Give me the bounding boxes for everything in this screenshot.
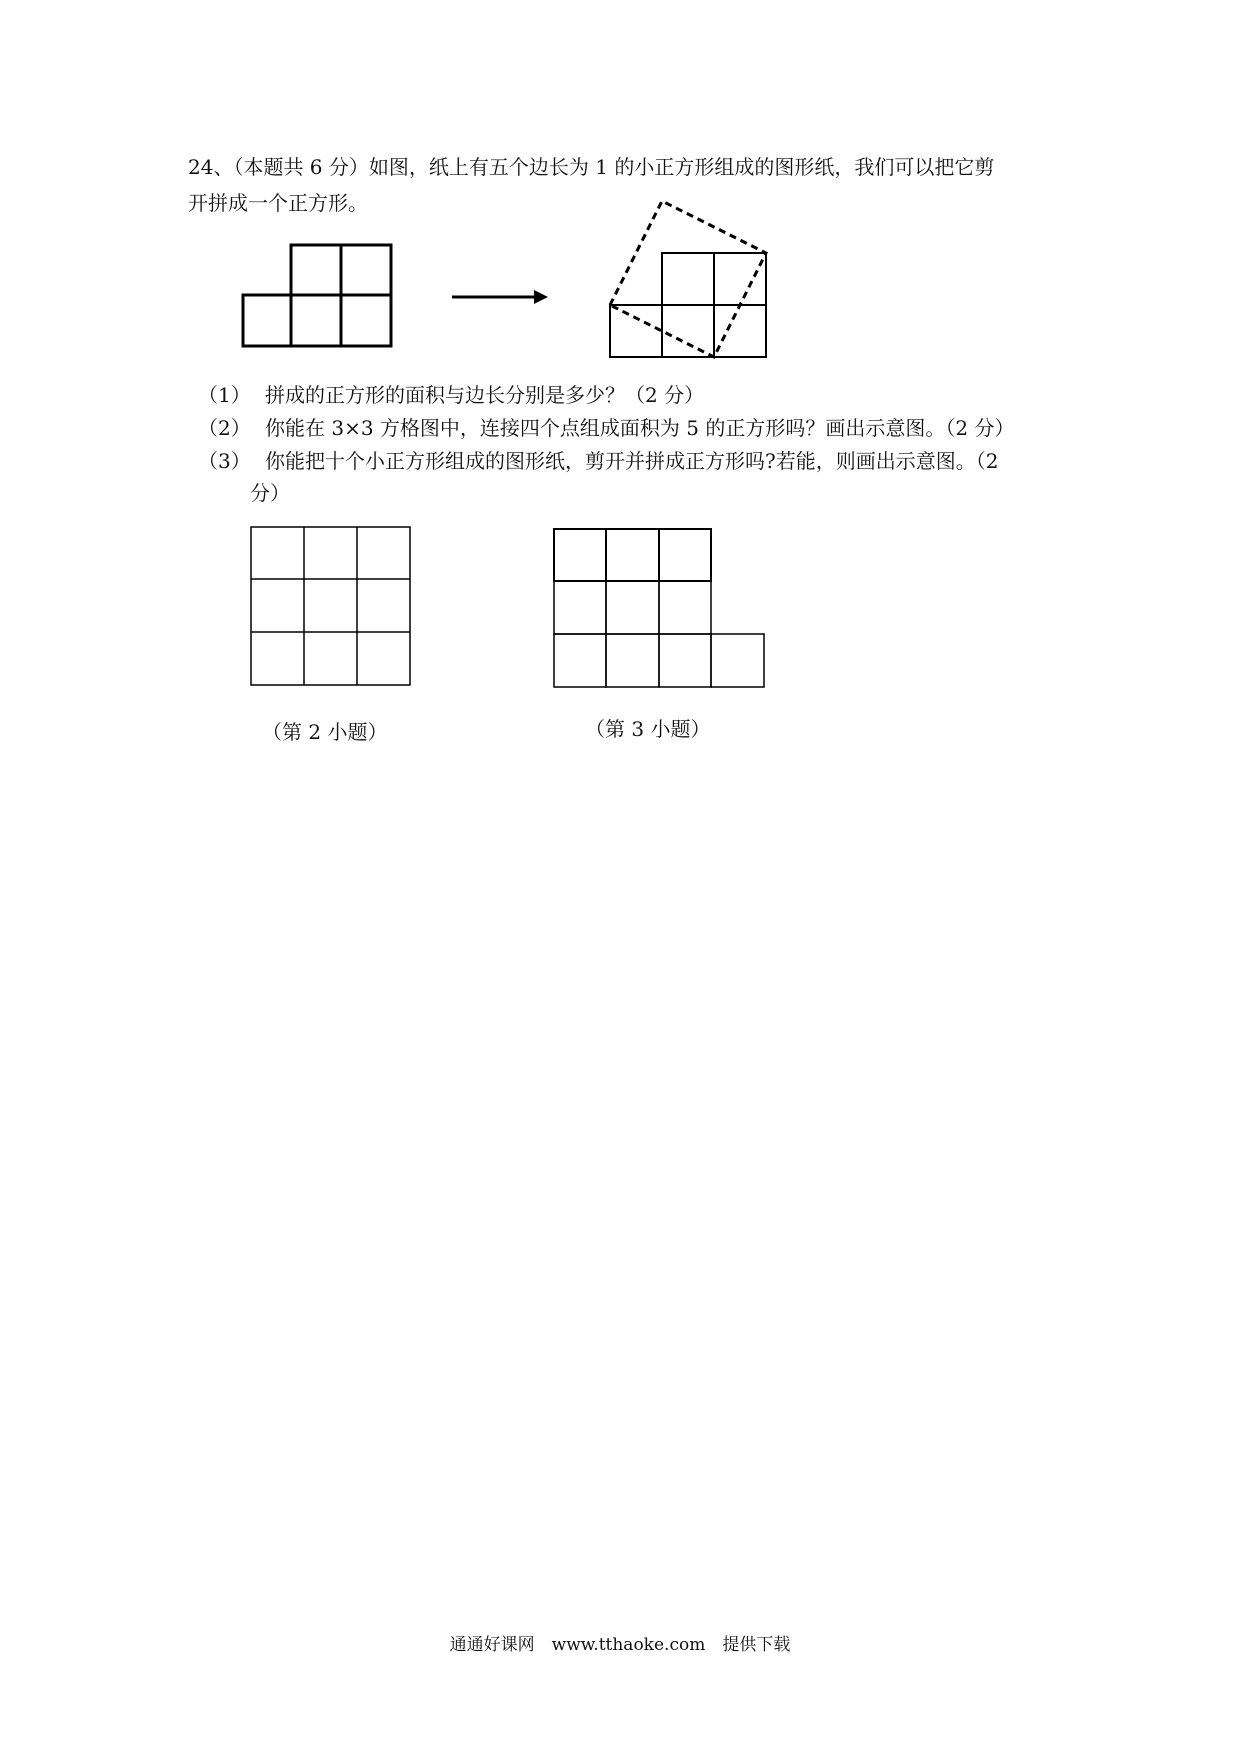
item-1-text: 拼成的正方形的面积与边长分别是多少？（2 分） (265, 383, 705, 407)
question-intro-line2: 开拼成一个正方形。 (188, 191, 368, 215)
item-3-number: （3） (198, 449, 251, 473)
ten-square-figure (553, 528, 767, 690)
question-intro-line1: 24、（本题共 6 分）如图，纸上有五个边长为 1 的小正方形组成的图形纸，我们可以把它剪 (188, 155, 995, 179)
caption-figure-3: （第 3 小题） (585, 717, 711, 741)
caption-figure-2: （第 2 小题） (262, 720, 388, 744)
right-arrow-icon (450, 287, 550, 307)
rotated-square-figure (600, 196, 775, 362)
five-square-figure (240, 242, 400, 350)
footer-source: 通通好课网 www.tthaoke.com 提供下载 (449, 1635, 791, 1655)
item-3-text: 你能把十个小正方形组成的图形纸，剪开并拼成正方形吗?若能，则画出示意图。（2 (265, 449, 999, 473)
item-1-number: （1） (198, 383, 251, 407)
three-by-three-grid (250, 526, 414, 688)
item-2-text: 你能在 3×3 方格图中，连接四个点组成面积为 5 的正方形吗？画出示意图。（2 分） (265, 416, 1015, 440)
item-3-text-continued: 分） (250, 481, 290, 505)
item-2-number: （2） (198, 416, 251, 440)
